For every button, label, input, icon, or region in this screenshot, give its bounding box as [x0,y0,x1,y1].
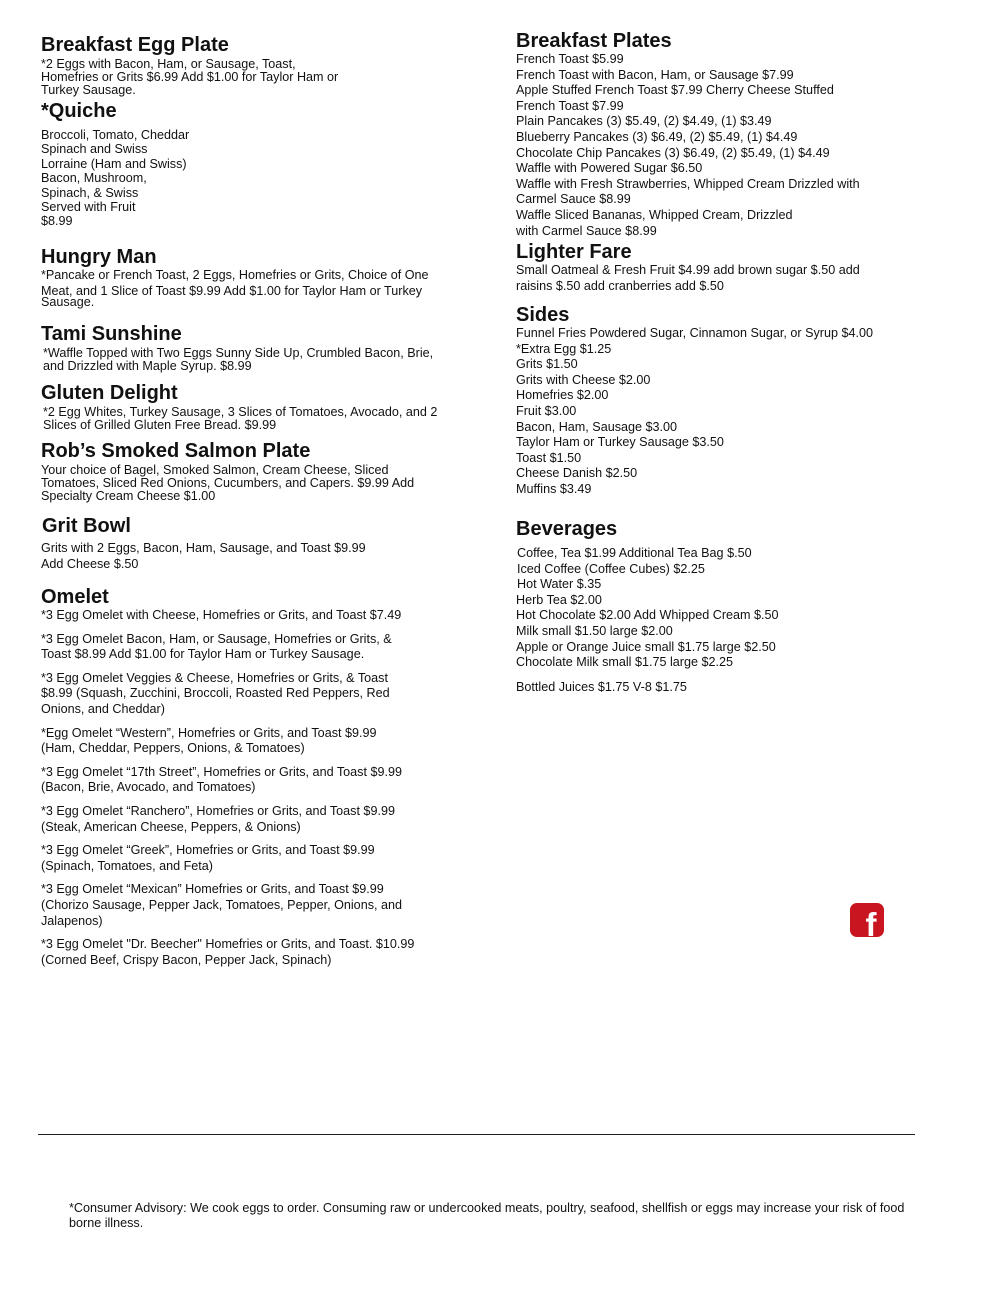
omelet-item [41,937,414,968]
omelet-item [41,804,414,835]
section-title: Hungry Man [41,246,157,268]
menu-text: Small Oatmeal & Fresh Fruit $4.99 add brown sugar $.50 add [516,263,860,277]
menu-text: Grits with 2 Eggs, Bacon, Ham, Sausage, and Toast $9.99 [41,541,366,555]
section-breakfast-plates [516,30,860,239]
facebook-icon[interactable] [850,903,884,937]
menu-text: Coffee, Tea $1.99 Additional Tea Bag $.50 [517,546,752,560]
menu-text: Your choice of Bagel, Smoked Salmon, Cream Cheese, Sliced [41,463,389,477]
menu-text: Plain Pancakes (3) $5.49, (2) $4.49, (1) $3.49 [516,114,772,129]
menu-text: (Ham, Cheddar, Peppers, Onions, & Tomatoes) [41,741,305,756]
menu-text: Fruit $3.00 [516,403,577,418]
menu-text: (Steak, American Cheese, Peppers, & Onions) [41,819,301,834]
menu-text: *3 Egg Omelet “Greek”, Homefries or Grits, and Toast $9.99 [41,843,375,858]
menu-text: Waffle with Powered Sugar $6.50 [516,161,703,176]
menu-text: Taylor Ham or Turkey Sausage $3.50 [516,435,724,450]
omelet-item [41,726,414,757]
section-beverages [516,518,779,695]
menu-text: *3 Egg Omelet Bacon, Ham, or Sausage, Homefries or Grits, & [41,631,392,646]
menu-text: Served with Fruit [41,200,136,215]
menu-text: *3 Egg Omelet “Ranchero”, Homefries or Grits, and Toast $9.99 [41,803,395,818]
menu-text: *Egg Omelet “Western”, Homefries or Grits, and Toast $9.99 [41,725,377,740]
section-hungry-man [41,246,429,307]
menu-text: *3 Egg Omelet with Cheese, Homefries or Grits, and Toast $7.49 [41,608,402,622]
menu-text: *Extra Egg $1.25 [516,341,612,356]
menu-text: Bacon, Mushroom, [41,171,147,186]
section-title: Breakfast Egg Plate [41,34,229,56]
menu-text: Iced Coffee (Coffee Cubes) $2.25 [517,561,705,576]
menu-text: Add Cheese $.50 [41,556,139,571]
menu-text: Chocolate Chip Pancakes (3) $6.49, (2) $5.49, (1) $4.49 [516,145,830,160]
menu-text: *3 Egg Omelet Veggies & Cheese, Homefries or Grits, & Toast [41,670,388,685]
section-breakfast-egg-plate [41,34,338,96]
menu-text: Homefries or Grits $6.99 Add $1.00 for Taylor Ham or [41,69,339,84]
menu-text: $8.99 [41,214,73,229]
omelet-item [41,843,414,874]
menu-text: with Carmel Sauce $8.99 [516,223,657,238]
menu-text: Turkey Sausage. [41,82,136,97]
section-sides [516,304,873,498]
menu-text: Funnel Fries Powdered Sugar, Cinnamon Sugar, or Syrup $4.00 [516,326,874,340]
menu-text: Spinach, & Swiss [41,185,139,200]
section-lighter-fare [516,241,860,294]
menu-text: Carmel Sauce $8.99 [516,192,631,207]
menu-text: Waffle with Fresh Strawberries, Whipped Cream Drizzled with [516,176,860,191]
menu-text: Toast $8.99 Add $1.00 for Taylor Ham or Turkey Sausage. [41,647,365,662]
menu-text: French Toast $7.99 [516,98,624,113]
menu-text: French Toast $5.99 [516,52,624,66]
menu-text: Apple Stuffed French Toast $7.99 Cherry Cheese Stuffed [516,83,834,98]
omelet-item [41,671,414,718]
menu-text: *3 Egg Omelet “17th Street”, Homefries or Grits, and Toast $9.99 [41,764,402,779]
menu-text: Hot Chocolate $2.00 Add Whipped Cream $.50 [516,608,779,623]
section-title: Beverages [516,518,618,540]
omelet-item [41,882,414,929]
section-title: Lighter Fare [516,241,632,263]
menu-text: and Drizzled with Maple Syrup. $8.99 [43,358,252,373]
menu-text: Bacon, Ham, Sausage $3.00 [516,419,678,434]
section-title: Tami Sunshine [41,323,182,345]
section-tami-sunshine [41,323,433,373]
menu-text: Jalapenos) [41,913,103,928]
consumer-advisory: *Consumer Advisory: We cook eggs to order. Consuming raw or undercooked meats, poultry, seafood, shellfish or eggs may increase your risk of food borne illness. [69,1200,905,1230]
menu-text: (Corned Beef, Crispy Bacon, Pepper Jack, Spinach) [41,952,332,967]
menu-text: Grits $1.50 [516,357,578,372]
section-title: Rob’s Smoked Salmon Plate [41,440,311,462]
menu-text: Sausage. [41,295,95,309]
menu-text: Muffins $3.49 [516,481,592,496]
menu-text: Meat, and 1 Slice of Toast $9.99 Add $1.00 for Taylor Ham or Turkey [41,284,423,298]
menu-text: Homefries $2.00 [516,388,609,403]
menu-text: (Chorizo Sausage, Pepper Jack, Tomatoes, Pepper, Onions, and [41,897,402,912]
menu-text: *3 Egg Omelet “Mexican” Homefries or Grits, and Toast $9.99 [41,882,384,897]
section-grit-bowl [41,515,366,572]
menu-text: Bottled Juices $1.75 V-8 $1.75 [516,679,687,694]
section-title: Omelet [41,586,109,608]
menu-text: Broccoli, Tomato, Cheddar [41,128,190,142]
menu-text: $8.99 (Squash, Zucchini, Broccoli, Roasted Red Peppers, Red [41,686,390,701]
menu-text: Blueberry Pancakes (3) $6.49, (2) $5.49, (1) $4.49 [516,129,798,144]
menu-text: Lorraine (Ham and Swiss) [41,156,187,171]
menu-text: Grits with Cheese $2.00 [516,372,651,387]
menu-text: Herb Tea $2.00 [516,592,602,607]
menu-text: Specialty Cream Cheese $1.00 [41,488,216,503]
menu-text: Milk small $1.50 large $2.00 [516,623,673,638]
section-title: Gluten Delight [41,382,178,404]
menu-text: *Pancake or French Toast, 2 Eggs, Homefries or Grits, Choice of One [41,268,429,282]
facebook-glyph: f [865,906,877,937]
footer-divider [38,1134,915,1135]
menu-text: Chocolate Milk small $1.75 large $2.25 [516,655,734,670]
menu-text: *Waffle Topped with Two Eggs Sunny Side Up, Crumbled Bacon, Brie, [43,346,434,360]
menu-text: French Toast with Bacon, Ham, or Sausage $7.99 [516,67,794,82]
menu-text: Spinach and Swiss [41,142,148,157]
menu-text: *3 Egg Omelet "Dr. Beecher" Homefries or Grits, and Toast. $10.99 [41,937,415,952]
menu-text: Toast $1.50 [516,450,582,465]
menu-text: *2 Egg Whites, Turkey Sausage, 3 Slices of Tomatoes, Avocado, and 2 [43,405,438,419]
omelet-item [41,632,414,663]
section-omelet [41,586,414,968]
section-title: *Quiche [41,100,117,122]
menu-text: Tomatoes, Sliced Red Onions, Cucumbers, and Capers. $9.99 Add [41,475,415,490]
menu-text: Onions, and Cheddar) [41,701,165,716]
section-title: Breakfast Plates [516,30,672,52]
menu-text: Slices of Grilled Gluten Free Bread. $9.99 [43,417,277,432]
omelet-item [41,765,414,796]
omelet-item [41,608,414,624]
menu-text: Apple or Orange Juice small $1.75 large $2.50 [516,639,776,654]
menu-text: raisins $.50 add cranberries add $.50 [516,278,724,293]
menu-text: (Bacon, Brie, Avocado, and Tomatoes) [41,780,256,795]
section-title: Sides [516,304,570,326]
menu-text: Cheese Danish $2.50 [516,466,638,481]
menu-text: Waffle Sliced Bananas, Whipped Cream, Drizzled [516,207,793,222]
section-smoked-salmon [41,440,414,502]
section-quiche [41,100,189,229]
section-title: Grit Bowl [42,515,131,537]
menu-text: Hot Water $.35 [517,577,602,592]
menu-text: (Spinach, Tomatoes, and Feta) [41,858,213,873]
section-gluten-delight [41,382,437,432]
menu-text: *2 Eggs with Bacon, Ham, or Sausage, Toast, [41,57,296,71]
